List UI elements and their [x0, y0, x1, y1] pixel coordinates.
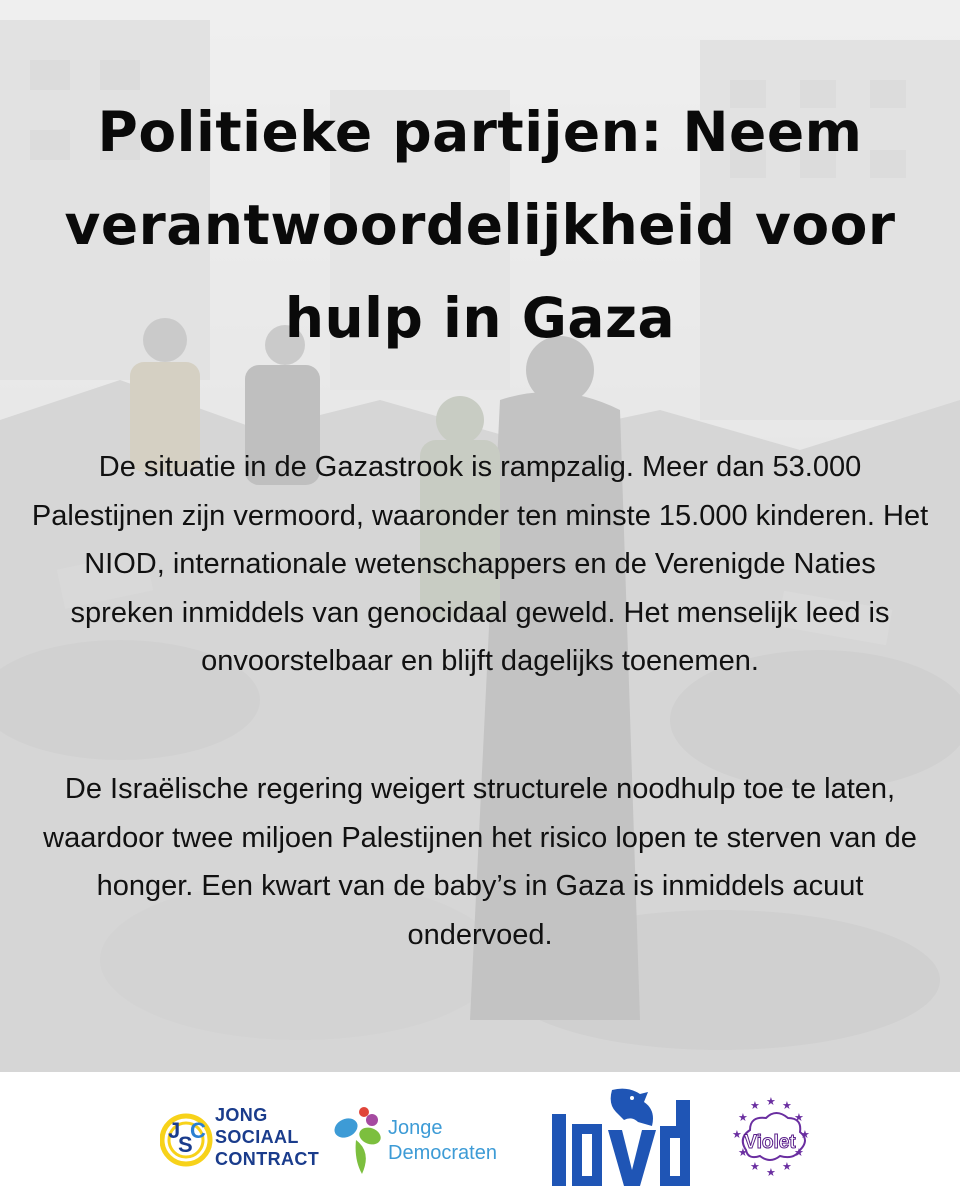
svg-text:★: ★	[750, 1160, 760, 1173]
svg-text:S: S	[178, 1132, 193, 1157]
jovd-lion-icon	[552, 1086, 694, 1190]
svg-text:★: ★	[782, 1160, 792, 1173]
svg-text:★: ★	[766, 1095, 776, 1108]
logo-volt-violet	[720, 1094, 820, 1190]
logo-jong-sociaal-contract	[160, 1100, 320, 1180]
svg-text:★: ★	[750, 1099, 760, 1112]
svg-text:C: C	[190, 1118, 206, 1143]
svg-text:★: ★	[738, 1111, 748, 1124]
jsc-line-1: JONG	[215, 1105, 268, 1125]
jsc-line-3: CONTRACT	[215, 1149, 320, 1169]
logo-footer	[0, 1072, 960, 1200]
svg-text:★: ★	[738, 1146, 748, 1159]
svg-text:★: ★	[732, 1128, 742, 1141]
logo-jovd	[552, 1086, 694, 1190]
volt-line-2: Violet	[744, 1132, 796, 1153]
svg-text:★: ★	[782, 1099, 792, 1112]
jsc-line-2: SOCIAAL	[215, 1127, 299, 1147]
svg-text:★: ★	[766, 1166, 776, 1179]
svg-text:★: ★	[794, 1111, 804, 1124]
jd-line-1: Jonge	[388, 1117, 443, 1139]
svg-text:★: ★	[800, 1128, 810, 1141]
headline: Politieke partijen: Neem verantwoordelijkheid voor hulp in Gaza	[64, 100, 896, 350]
logo-jonge-democraten	[332, 1100, 532, 1180]
paragraph-aid-blockade: De Israëlische regering weigert structurele noodhulp toe te laten, waardoor twee miljoen Palestijnen het risico lopen te sterven van de honger. Een kwart van de baby’s in Gaza is inmiddels acuut ondervoed.	[43, 773, 917, 951]
jd-petals-icon	[332, 1100, 388, 1180]
jsc-emblem-icon	[160, 1100, 216, 1180]
svg-text:J: J	[168, 1118, 181, 1143]
paragraph-situation: De situatie in de Gazastrook is rampzalig. Meer dan 53.000 Palestijnen zijn vermoord, waaronder ten minste 15.000 kinderen. Het NIOD, internationale wetenschappers en de Verenigde Naties spreken inmiddels van genocidaal geweld. Het menselijk leed is onvoorstelbaar en blijft dagelijks toenemen.	[31, 451, 929, 677]
volt-line-1: Volt	[760, 1119, 780, 1131]
svg-text:★: ★	[794, 1146, 804, 1159]
jd-line-2: Democraten	[388, 1142, 497, 1164]
